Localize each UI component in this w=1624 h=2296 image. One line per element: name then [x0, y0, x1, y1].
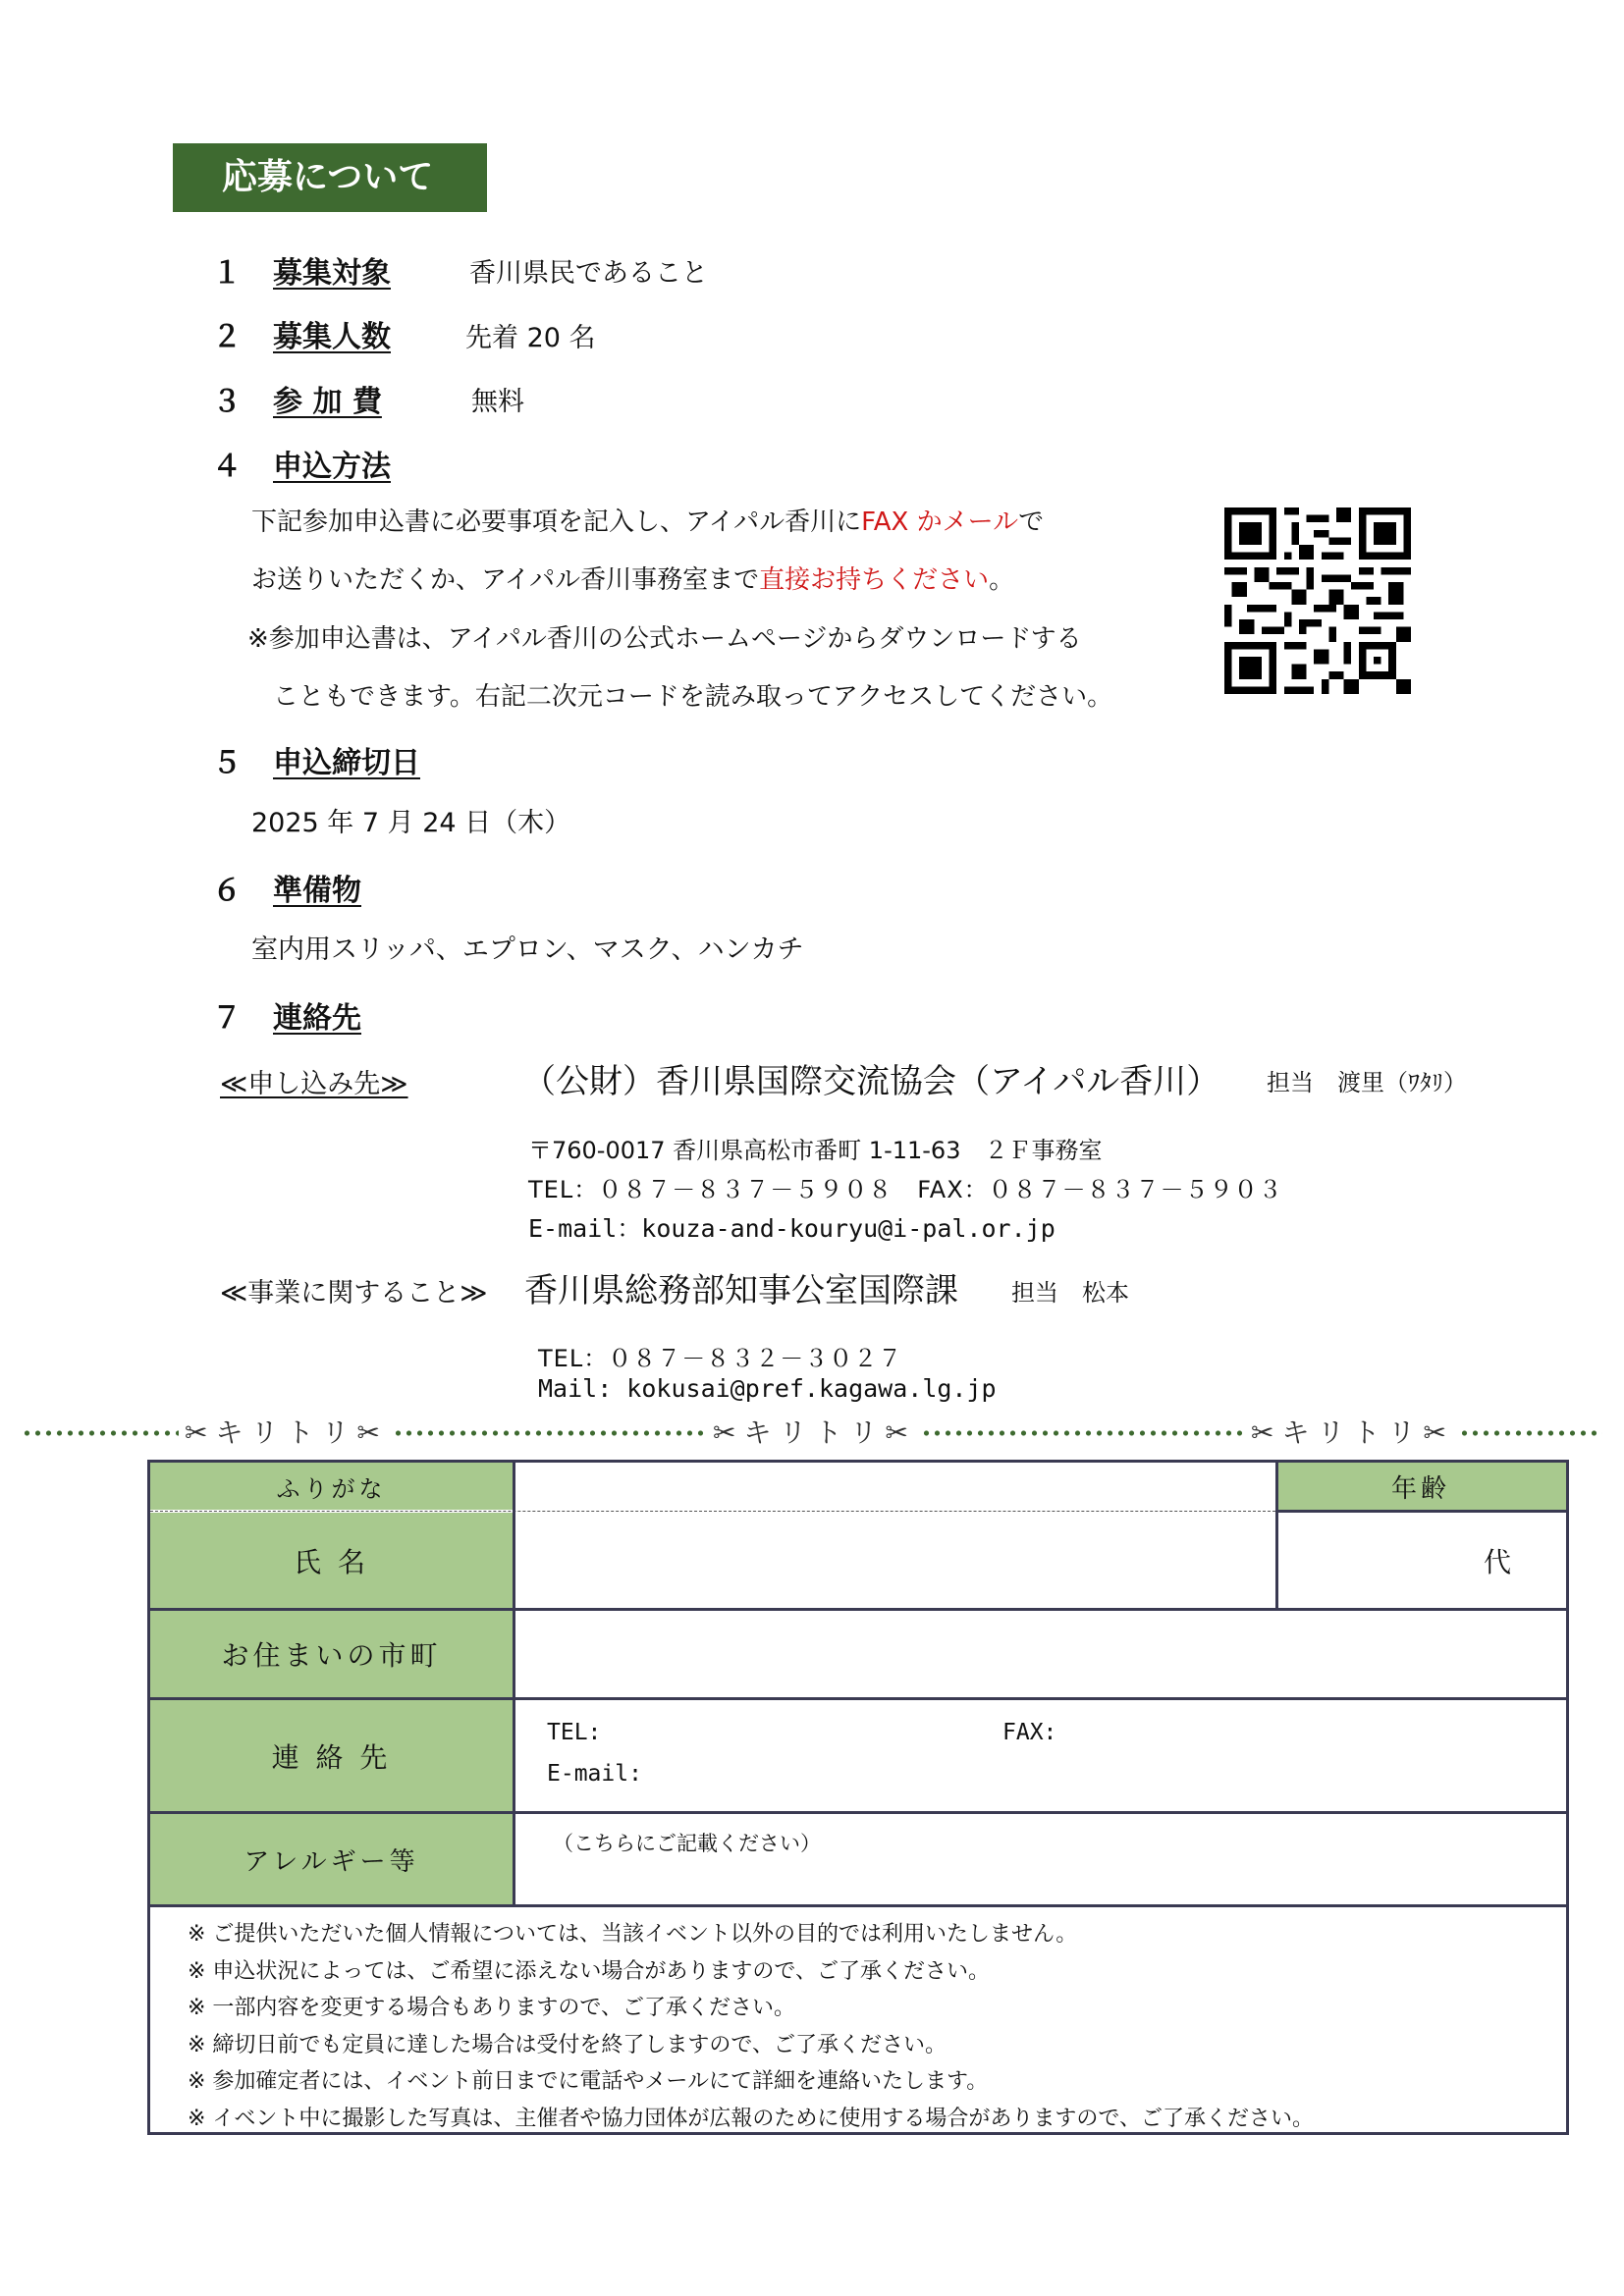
contact-label: 連 絡 先 — [150, 1700, 513, 1811]
item-1-value: 香川県民であること — [469, 258, 708, 289]
qr-code-icon[interactable] — [1224, 507, 1411, 694]
item-label: 募集人数 — [273, 320, 391, 354]
item-label: 連絡先 — [273, 1001, 361, 1036]
method-text: 。 — [989, 565, 1015, 595]
apply-label: ≪申し込み先≫ — [220, 1069, 408, 1099]
allergy-hint: （こちらにご記載ください） — [553, 1832, 821, 1855]
furigana-label: ふりがな — [150, 1463, 513, 1510]
item-6-heading — [202, 866, 361, 909]
note-item: ※ 参加確定者には、イベント前日までに電話やメールにて詳細を連絡いたします。 — [188, 2069, 989, 2094]
dotted-divider — [921, 1430, 1245, 1436]
apply-email[interactable]: E-mail：kouza-and-kouryu@i-pal.or.jp — [528, 1214, 1056, 1243]
item-number: ２ — [212, 320, 242, 354]
note-item: ※ ご提供いただいた個人情報については、当該イベント以外の目的では利用いたしません。 — [188, 1922, 1078, 1947]
item-3-heading — [202, 377, 382, 420]
biz-label: ≪事業に関すること≫ — [220, 1278, 488, 1308]
item-5-value: 2025 年 7 月 24 日（木） — [251, 808, 571, 838]
item-5-heading — [202, 738, 420, 781]
cut-label: キリトリ — [743, 1416, 886, 1449]
application-form — [147, 1460, 1569, 2135]
fax-field-label[interactable]: FAX: — [1002, 1720, 1057, 1745]
cut-label: キリトリ — [1281, 1416, 1424, 1449]
city-field[interactable] — [515, 1611, 1566, 1697]
age-field[interactable] — [1278, 1513, 1566, 1608]
scissors-icon: ✂ — [885, 1416, 916, 1449]
cut-marker — [713, 1414, 916, 1453]
item-4-heading — [202, 442, 391, 485]
city-label: お住まいの市町 — [150, 1611, 513, 1697]
dotted-divider — [22, 1430, 179, 1436]
item-3-value: 無料 — [471, 387, 524, 417]
note-item: ※ イベント中に撮影した写真は、主催者や協力団体が広報のために使用する場合がありますので、ご了承ください。 — [188, 2106, 1314, 2131]
method-line-4: こともできます。右記二次元コードを読み取ってアクセスしてください。 — [273, 682, 1113, 712]
item-number: ３ — [212, 385, 242, 419]
biz-tel: TEL：０８７－８３２－３０２７ — [538, 1345, 903, 1372]
notes-list — [188, 1916, 1314, 2137]
age-suffix: 代 — [1483, 1545, 1511, 1578]
note-item: ※ 申込状況によっては、ご希望に添えない場合がありますので、ご了承ください。 — [188, 1958, 990, 1984]
item-2-value: 先着 20 名 — [465, 323, 596, 353]
item-number: ７ — [212, 1001, 242, 1036]
email-field-label[interactable]: E-mail: — [547, 1761, 642, 1787]
item-number: ６ — [212, 874, 242, 908]
cut-label: キリトリ — [215, 1416, 357, 1449]
item-label: 参 加 費 — [273, 385, 382, 419]
scissors-icon: ✂ — [1423, 1416, 1454, 1449]
method-line-2 — [251, 560, 1014, 596]
item-7-heading — [202, 993, 361, 1037]
item-number: １ — [212, 256, 242, 291]
item-label: 申込締切日 — [273, 746, 420, 780]
item-6-value: 室内用スリッパ、エプロン、マスク、ハンカチ — [251, 934, 804, 965]
apply-person: 担当 渡里（ﾜﾀﾘ） — [1267, 1069, 1467, 1096]
dotted-divider — [393, 1430, 707, 1436]
item-number: ４ — [212, 450, 242, 484]
dotted-divider — [1459, 1430, 1602, 1436]
method-line-1 — [251, 502, 1044, 538]
item-label: 準備物 — [273, 874, 361, 908]
allergy-label: アレルギー等 — [150, 1814, 513, 1904]
section-banner: 応募について — [173, 143, 487, 212]
biz-mail[interactable]: Mail: kokusai@pref.kagawa.lg.jp — [538, 1374, 997, 1403]
biz-org: 香川県総務部知事公室国際課 — [524, 1271, 958, 1310]
name-label: 氏 名 — [150, 1513, 513, 1608]
cut-marker — [1251, 1414, 1454, 1453]
cut-marker — [185, 1414, 388, 1453]
tel-field-label[interactable]: TEL: — [547, 1720, 602, 1745]
method-text: お送りいただくか、アイパル香川事務室まで — [251, 565, 760, 595]
method-highlight: FAX かメール — [861, 507, 1019, 537]
method-text: 下記参加申込書に必要事項を記入し、アイパル香川に — [251, 507, 862, 537]
method-line-3: ※参加申込書は、アイパル香川の公式ホームページからダウンロードする — [247, 624, 1082, 654]
cut-line — [22, 1414, 1602, 1453]
item-2-heading — [202, 312, 391, 355]
scissors-icon: ✂ — [713, 1416, 744, 1449]
age-label: 年齢 — [1275, 1463, 1566, 1510]
apply-org: （公財）香川県国際交流協会（アイパル香川） — [522, 1062, 1220, 1101]
item-1-heading — [202, 248, 391, 292]
note-item: ※ 一部内容を変更する場合もありますので、ご了承ください。 — [188, 1996, 795, 2020]
method-highlight: 直接お持ちください — [759, 565, 990, 595]
apply-address: 〒760-0017 香川県高松市番町 1-11-63 ２Ｆ事務室 — [528, 1137, 1103, 1164]
allergy-field[interactable] — [515, 1814, 1566, 1904]
note-item: ※ 締切日前でも定員に達した場合は受付を終了しますので、ご了承ください。 — [188, 2032, 947, 2057]
item-label: 申込方法 — [273, 450, 391, 484]
method-text: で — [1018, 507, 1045, 537]
scissors-icon: ✂ — [356, 1416, 388, 1449]
item-number: ５ — [212, 746, 242, 780]
scissors-icon: ✂ — [1251, 1416, 1282, 1449]
scissors-icon: ✂ — [185, 1416, 216, 1449]
apply-tel-fax: TEL：０８７－８３７－５９０８ FAX：０８７－８３７－５９０３ — [528, 1176, 1283, 1203]
biz-person: 担当 松本 — [1011, 1279, 1129, 1307]
item-label: 募集対象 — [273, 256, 391, 291]
name-field[interactable] — [515, 1513, 1273, 1608]
